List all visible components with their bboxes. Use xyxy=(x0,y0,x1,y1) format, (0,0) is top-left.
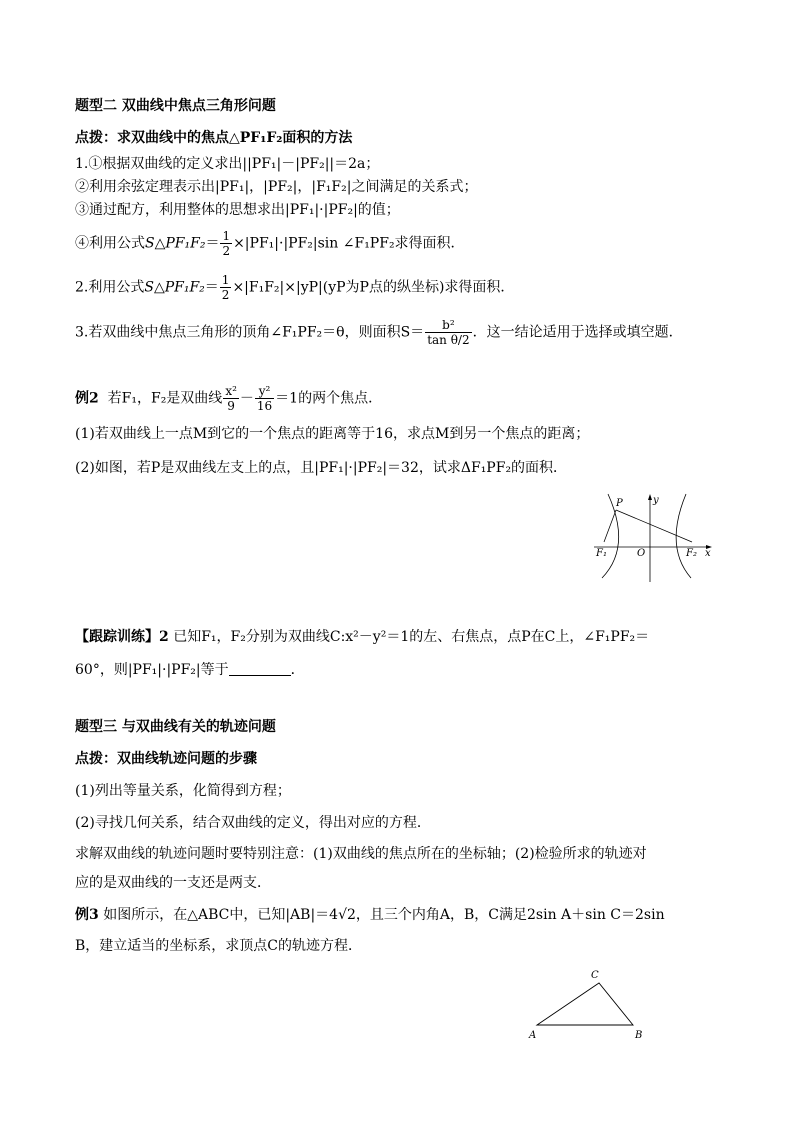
answer-blank[interactable] xyxy=(229,661,291,676)
method-item-1-2: ②利用余弦定理表示出|PF₁|，|PF₂|，|F₁F₂|之间满足的关系式； xyxy=(75,179,478,195)
y-axis-arrow xyxy=(648,494,652,500)
method-item-3: 3.若双曲线中焦点三角形的顶角∠F₁PF₂＝θ，则面积S＝ $\frac{\text{b²}}{\text{tan θ/2}}$ ．这一结论适用于选择或填空题． xyxy=(75,318,683,347)
method-item-2: 2.利用公式S△PF₁F₂＝ $\frac{1}{2}$ ×|F₁F₂|×|yP|(yP为P点的纵坐标)求得面积． xyxy=(75,273,515,302)
practice2-line2: 60°，则|PF₁|·|PF₂|等于 ． xyxy=(75,662,305,678)
area-symbol: S△PF₁F₂ xyxy=(144,279,205,296)
fraction-x: $\frac{\text{x²}}{9}$ xyxy=(225,384,237,413)
section3-title: 题型三 与双曲线有关的轨迹问题 xyxy=(75,719,276,735)
label-o: O xyxy=(637,548,646,559)
section2-title: 题型二 双曲线中焦点三角形问题 xyxy=(75,98,276,114)
fraction-half: $\frac{1}{2}$ xyxy=(222,229,231,258)
tip-title: 求双曲线中的焦点△PF₁F₂面积的方法 xyxy=(117,130,353,146)
triangle-figure xyxy=(525,965,655,1045)
example3-label: 例3 xyxy=(75,907,99,923)
section3-tip xyxy=(75,750,257,768)
label-b: B xyxy=(635,1030,643,1041)
label-f1: F₁ xyxy=(596,548,607,559)
tip-label: 点拨： xyxy=(75,751,117,767)
example2-statement: 例2 若F₁，F₂是双曲线 $\frac{\text{x²}}{9}$ － $\frac{\text{y²}}{16}$ ＝1的两个焦点． xyxy=(75,384,383,413)
tip-title: 双曲线轨迹问题的步骤 xyxy=(117,751,257,767)
example3-line2: B，建立适当的坐标系，求顶点C的轨迹方程． xyxy=(75,938,362,954)
fraction-y: $\frac{\text{y²}}{16}$ xyxy=(256,384,273,413)
method-item-1-1: 1.①根据双曲线的定义求出||PF₁|－|PF₂||＝2a； xyxy=(75,156,380,172)
segment-pf2 xyxy=(616,510,692,542)
tip-label: 点拨： xyxy=(75,130,117,146)
triangle-abc xyxy=(537,983,633,1025)
label-y: y xyxy=(653,495,659,506)
segment-pf1 xyxy=(604,510,616,542)
method-item-1-3: ③通过配方，利用整体的思想求出|PF₁|·|PF₂|的值； xyxy=(75,202,400,218)
method-item-1-4: ④利用公式S△PF₁F₂＝ $\frac{1}{2}$ ×|PF₁|·|PF₂|sin ∠F₁PF₂求得面积． xyxy=(75,229,465,258)
example2-question-2: (2)如图，若P是双曲线左支上的点，且|PF₁|·|PF₂|＝32，试求ΔF₁PF₂的面积． xyxy=(75,460,568,476)
section2-tip xyxy=(75,129,352,147)
area-symbol: S△PF₁F₂ xyxy=(145,235,206,252)
fraction-half: $\frac{1}{2}$ xyxy=(221,273,230,302)
practice2-line1: 【跟踪训练】2 已知F₁，F₂分别为双曲线C:x²－y²＝1的左、右焦点，点P在C上，∠F₁PF₂＝ xyxy=(75,629,650,645)
practice2-label: 【跟踪训练】2 xyxy=(75,629,169,645)
step-2: (2)寻找几何关系，结合双曲线的定义，得出对应的方程． xyxy=(75,815,431,831)
example3-line1: 例3 如图所示，在△ABC中，已知|AB|＝4√2，且三个内角A，B，C满足2sin A＋sin C＝2sin xyxy=(75,907,665,923)
note-line-2: 应的是双曲线的一支还是两支． xyxy=(75,875,271,891)
fraction-area: $\frac{\text{b²}}{\text{tan θ/2}}$ xyxy=(427,318,470,347)
step-1: (1)列出等量关系，化简得到方程； xyxy=(75,783,291,799)
label-x: x xyxy=(705,548,711,559)
example2-question-1: (1)若双曲线上一点M到它的一个焦点的距离等于16，求点M到另一个焦点的距离； xyxy=(75,426,590,442)
label-c: C xyxy=(591,970,599,981)
hyperbola-figure xyxy=(590,490,720,585)
label-p: P xyxy=(616,498,623,509)
label-a: A xyxy=(529,1030,537,1041)
example2-label: 例2 xyxy=(75,390,99,407)
note-line-1: 求解双曲线的轨迹问题时要特别注意：(1)双曲线的焦点所在的坐标轴；(2)检验所求的轨迹对 xyxy=(75,846,647,862)
label-f2: F₂ xyxy=(686,548,697,559)
